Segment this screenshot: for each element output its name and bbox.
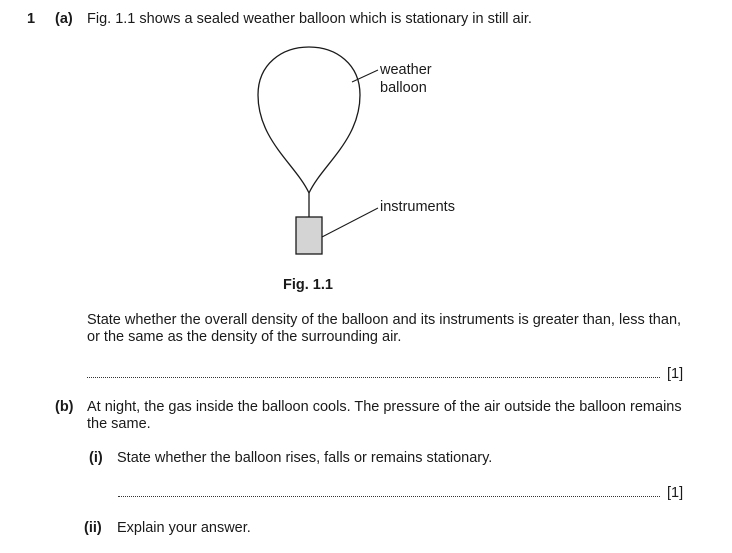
part-b-i-label: (i) <box>89 450 103 466</box>
part-b-ii-label: (ii) <box>84 520 102 536</box>
instruments-leader-line <box>322 208 378 237</box>
part-b-i-text: State whether the balloon rises, falls or remains stationary. <box>117 450 493 466</box>
part-b-i-marks: [1] <box>667 485 684 501</box>
instrument-box <box>296 217 322 254</box>
part-a-prompt-line1: State whether the overall density of the balloon and its instruments is greater than, less than, <box>87 312 682 328</box>
figure-caption: Fig. 1.1 <box>283 277 333 293</box>
part-a-label: (a) <box>55 11 73 27</box>
part-b-text-line2: the same. <box>87 416 151 432</box>
label-weather: weather <box>380 62 432 78</box>
question-number: 1 <box>27 11 36 27</box>
part-b-i-answer-line[interactable] <box>118 496 660 497</box>
part-a-marks: [1] <box>667 366 684 382</box>
part-a-intro: Fig. 1.1 shows a sealed weather balloon which is stationary in still air. <box>87 11 532 27</box>
balloon-envelope <box>258 47 360 193</box>
part-b-ii-text: Explain your answer. <box>117 520 251 536</box>
label-balloon: balloon <box>380 80 427 96</box>
label-instruments: instruments <box>380 199 455 215</box>
part-b-text-line1: At night, the gas inside the balloon cools. The pressure of the air outside the balloon remains <box>87 399 682 415</box>
part-b-label: (b) <box>55 399 74 415</box>
part-a-prompt-line2: or the same as the density of the surrounding air. <box>87 329 402 345</box>
part-a-answer-line[interactable] <box>87 377 660 378</box>
